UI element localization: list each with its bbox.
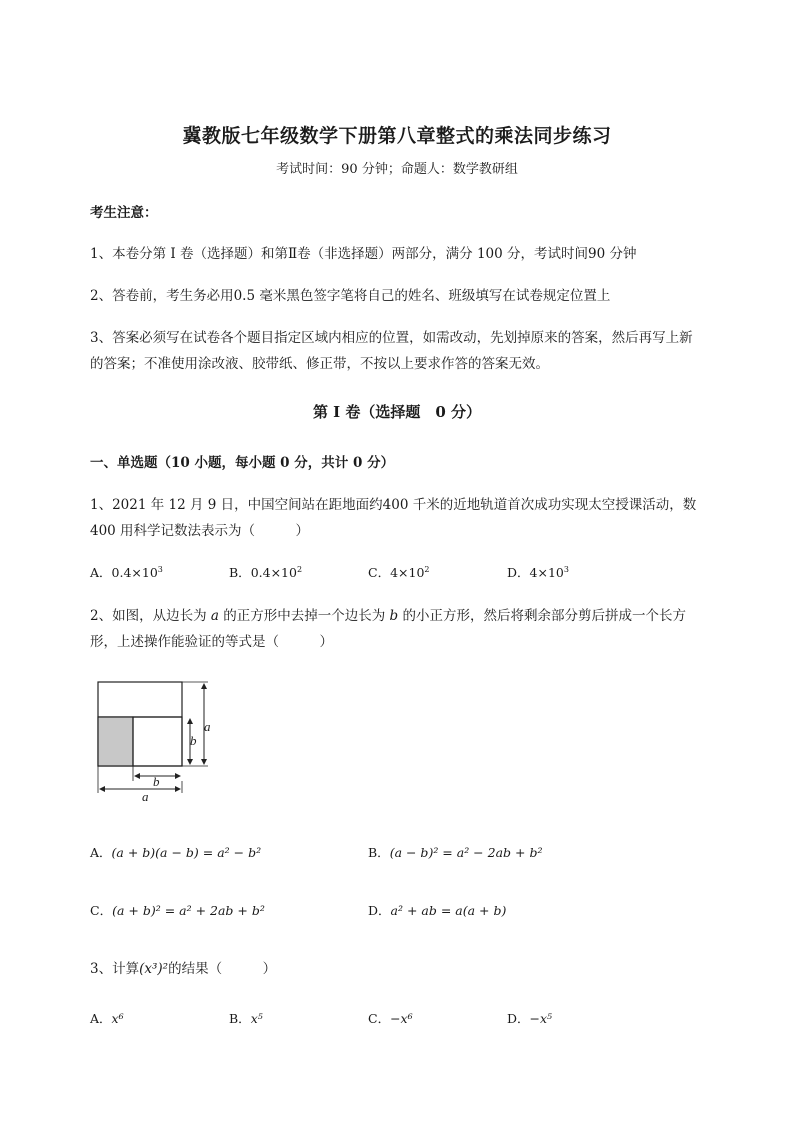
q1-option-c[interactable] [368,563,430,581]
q2-option-a[interactable] [90,843,261,861]
option-expr: −x⁵ [529,1011,553,1026]
square-figure [90,675,230,805]
option-label: C． [90,903,113,918]
q2-stem-line2: 形，上述操作能验证的等式是（ ） [90,634,333,650]
option-label: D． [507,1011,530,1026]
label-a-bottom: a [142,789,149,804]
option-expr: 0.4×10 [250,565,297,580]
notice-item-1: 1、本卷分第 I 卷（选择题）和第Ⅱ卷（非选择题）两部分，满分 100 分，考试时间90 分钟 [90,246,637,262]
q2-var-b: b [389,608,399,624]
q2-option-c[interactable] [90,901,265,919]
q2-text: 的小正方形，然后将剩余部分剪后拼成一个长方 [402,608,686,624]
q1-stem-line1: 1、2021 年 12 月 9 日，中国空间站在距地面约400 千米的近地轨道首次成功实现太空授课活动，数 [90,497,697,513]
document-title: 冀教版七年级数学下册第八章整式的乘法同步练习 [182,125,612,147]
option-expr: (a + b)(a − b) = a² − b² [111,845,262,860]
option-expr: −x⁶ [390,1011,413,1026]
q2-option-d[interactable] [368,901,506,919]
option-label: D． [507,565,530,580]
label-b-right: b [190,733,197,748]
notice-item-3-cont: 的答案；不准使用涂改液、胶带纸、修正带，不按以上要求作答的答案无效。 [90,356,549,372]
option-expr: (a − b)² = a² − 2ab + b² [389,845,543,860]
option-exponent: 2 [296,565,303,574]
option-label: C． [368,565,391,580]
q3-option-d[interactable] [507,1009,552,1027]
remaining-rect [133,717,182,766]
q2-option-b[interactable] [368,843,542,861]
option-label: B． [229,1011,251,1026]
option-label: A． [90,1011,112,1026]
option-expr: x⁵ [250,1011,263,1026]
option-expr: x⁶ [111,1011,124,1026]
option-label: B． [229,565,251,580]
q1-stem-line2: 400 用科学记数法表示为（ ） [90,523,310,539]
q3-expression: (x³)² [139,961,169,977]
option-label: A． [90,845,112,860]
option-expr: 0.4×10 [111,565,158,580]
notice-heading: 考生注意： [90,205,158,221]
q3-option-b[interactable] [229,1009,263,1027]
q3-option-c[interactable] [368,1009,413,1027]
option-expr: 4×10 [529,565,564,580]
option-label: C． [368,1011,391,1026]
option-expr: a² + ab = a(a + b) [390,903,507,918]
option-label: B． [368,845,390,860]
q1-option-b[interactable] [229,563,302,581]
notice-item-3: 3、答案必须写在试卷各个题目指定区域内相应的位置，如需改动，先划掉原来的答案，然后再写上新 [90,330,693,346]
q2-stem-line1 [90,604,686,624]
option-exponent: 2 [424,565,430,574]
part-heading: 一、单选题（10 小题，每小题 0 分，共计 0 分） [90,455,395,471]
option-exponent: 3 [563,565,569,574]
option-exponent: 3 [157,565,163,574]
document-subtitle: 考试时间：90 分钟；命题人：数学教研组 [276,162,518,177]
q3-stem [90,957,276,977]
q2-text: 2、如图，从边长为 [90,608,207,624]
option-label: A． [90,565,112,580]
q2-var-a: a [210,608,219,624]
section-title: 第 I 卷（选择题 0 分） [312,403,482,421]
removed-small-square [98,717,133,766]
q3-suffix: 的结果（ ） [168,961,277,977]
option-expr: 4×10 [390,565,425,580]
option-expr: (a + b)² = a² + 2ab + b² [112,903,265,918]
option-label: D． [368,903,391,918]
q1-option-d[interactable] [507,563,569,581]
notice-item-2: 2、答卷前，考生务必用0.5 毫米黑色签字笔将自己的姓名、班级填写在试卷规定位置上 [90,288,611,304]
q1-option-a[interactable] [90,563,163,581]
label-a-right: a [204,719,211,734]
q2-text: 的正方形中去掉一个边长为 [223,608,386,624]
q3-prefix: 3、计算 [90,961,140,977]
label-b-bottom: b [153,774,160,789]
q3-option-a[interactable] [90,1009,124,1027]
